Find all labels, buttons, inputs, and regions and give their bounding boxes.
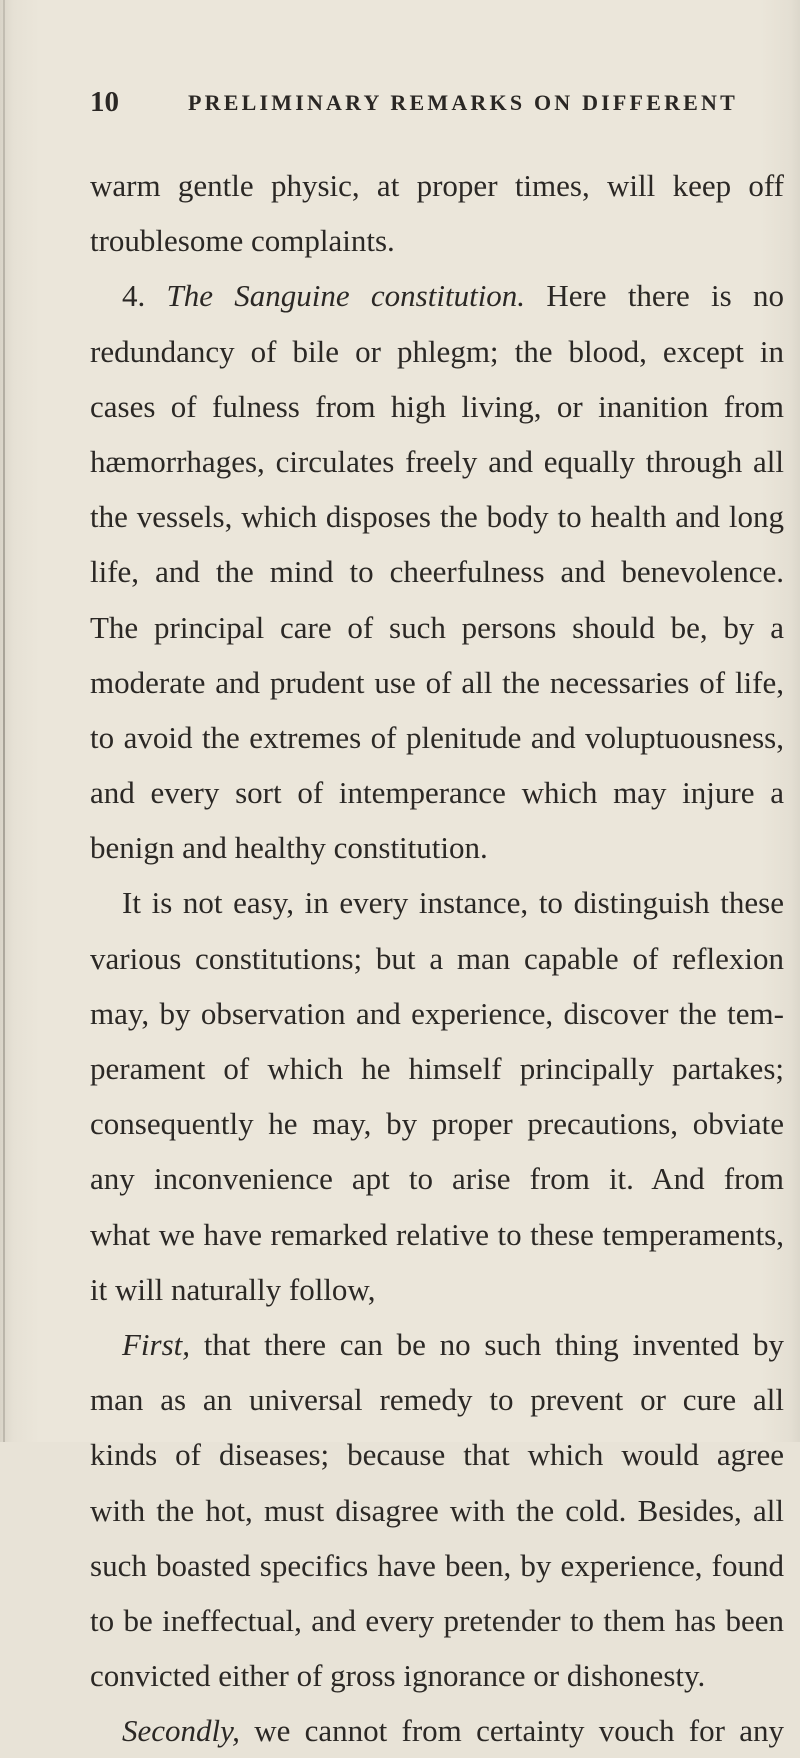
text-line: troublesome complaints.: [90, 223, 395, 259]
text-line: may, by observation and experience, discover the tem-: [90, 995, 784, 1031]
text-line: hæmorrhages, circulates freely and equally through all: [90, 443, 784, 479]
text-line: to be ineffectual, and every pretender to them has been: [90, 1602, 784, 1638]
binding-gutter: [3, 0, 5, 1442]
text-line: consequently he may, by proper precautions, obviate: [90, 1106, 784, 1142]
text-line: what we have remarked relative to these temperaments,: [90, 1216, 784, 1252]
text-line: and every sort of intemperance which may injure a: [90, 775, 784, 811]
text-line: redundancy of bile or phlegm; the blood, except in: [90, 333, 784, 369]
text-fragment: we cannot from certainty vouch for any: [239, 1713, 784, 1749]
text-line: cases of fulness from high living, or inanition from: [90, 388, 784, 424]
text-line: convicted either of gross ignorance or dishonesty.: [90, 1658, 706, 1694]
section-number: 4.: [122, 278, 167, 314]
text-line: such boasted specifics have been, by experience, found: [90, 1547, 784, 1583]
text-line: it will naturally follow,: [90, 1271, 376, 1307]
italic-lead: Secondly,: [122, 1713, 240, 1749]
text-line: The principal care of such persons should be, by a: [90, 609, 784, 645]
text-line: perament of which he himself principally partakes;: [90, 1051, 784, 1086]
text-line: kinds of diseases; because that which would agree: [90, 1437, 784, 1473]
text-line: man as an universal remedy to prevent or cure all: [90, 1382, 784, 1418]
text-line: various constitutions; but a man capable of reflexion: [90, 940, 784, 976]
text-line: [90, 1317, 784, 1372]
text-line: [90, 268, 784, 323]
text-fragment: that there can be no such thing invented by: [190, 1326, 784, 1362]
text-line: [90, 1703, 784, 1758]
section-heading: The Sanguine constitution.: [166, 278, 526, 314]
text-line: benign and healthy constitution.: [90, 830, 488, 866]
page-header: [90, 86, 780, 126]
text-fragment: Here there is no: [525, 278, 784, 314]
running-head: PRELIMINARY REMARKS ON DIFFERENT: [188, 90, 738, 115]
text-line: to avoid the extremes of plenitude and voluptuousness,: [90, 719, 784, 755]
text-line: It is not easy, in every instance, to distinguish these: [122, 885, 784, 921]
text-line: moderate and prudent use of all the necessaries of life,: [90, 664, 784, 700]
text-line: life, and the mind to cheerfulness and benevolence.: [90, 554, 784, 590]
text-line: with the hot, must disagree with the cold. Besides, all: [90, 1492, 784, 1528]
text-line: the vessels, which disposes the body to health and long: [90, 499, 784, 535]
text-line: any inconvenience apt to arise from it. And from: [90, 1161, 784, 1197]
text-line: warm gentle physic, at proper times, will keep off: [90, 168, 784, 203]
italic-lead: First,: [122, 1326, 191, 1362]
body-text: [90, 158, 784, 1758]
page-number: 10: [90, 86, 119, 118]
